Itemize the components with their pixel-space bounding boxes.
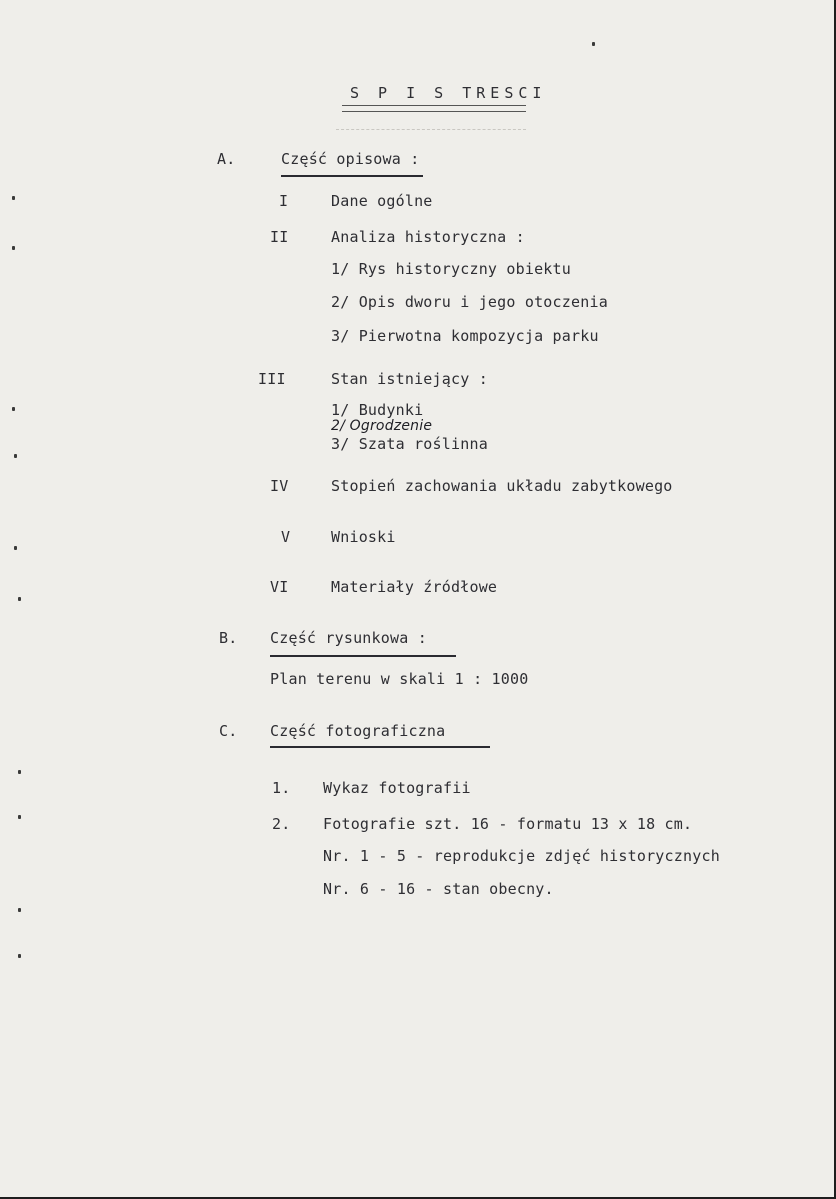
item-text: Wykaz fotografii [323, 779, 471, 797]
section-c-underline [270, 746, 490, 748]
page-title: S P I S TRESCI [350, 84, 547, 102]
subitem-text: 3/ Pierwotna kompozycja parku [331, 327, 599, 345]
subitem-text: 3/ Szata roślinna [331, 435, 488, 453]
section-a-underline [281, 175, 423, 177]
item-text: Stopień zachowania układu zabytkowego [331, 477, 673, 495]
item-number: I [279, 192, 289, 210]
item-number: VI [270, 578, 289, 596]
margin-mark [18, 770, 21, 774]
drawing-plan-line: Plan terenu w skali 1 : 1000 [270, 670, 529, 688]
title-double-underline [342, 105, 526, 112]
item-number: 2. [272, 815, 291, 833]
section-b-letter: B. [219, 629, 238, 647]
item-number: IV [270, 477, 289, 495]
section-b-underline [270, 655, 456, 657]
margin-mark [592, 42, 595, 46]
photo-note: Nr. 1 - 5 - reprodukcje zdjęć historycznych [323, 847, 720, 865]
subitem-text: 2/ Opis dworu i jego otoczenia [331, 293, 608, 311]
item-text: Analiza historyczna : [331, 228, 525, 246]
handwritten-subitem: 2/ Ogrodzenie [331, 418, 433, 434]
subitem-text: 1/ Rys historyczny obiektu [331, 260, 571, 278]
item-number: III [258, 370, 286, 388]
section-b-heading: Część rysunkowa : [270, 629, 427, 647]
item-number: II [270, 228, 289, 246]
item-text: Materiały źródłowe [331, 578, 498, 596]
margin-mark [12, 246, 15, 250]
margin-mark [14, 454, 17, 458]
margin-mark [18, 815, 21, 819]
faint-dashed-rule [336, 129, 526, 130]
item-text: Stan istniejący : [331, 370, 488, 388]
section-a-letter: A. [217, 150, 236, 168]
margin-mark [18, 597, 21, 601]
margin-mark [12, 196, 15, 200]
margin-mark [14, 546, 17, 550]
photo-note: Nr. 6 - 16 - stan obecny. [323, 880, 554, 898]
item-text: Dane ogólne [331, 192, 433, 210]
section-a-heading: Część opisowa : [281, 150, 420, 168]
margin-mark [18, 954, 21, 958]
item-text: Fotografie szt. 16 - formatu 13 x 18 cm. [323, 815, 693, 833]
subitem-text: 1/ Budynki [331, 401, 424, 419]
item-number: V [281, 528, 291, 546]
item-number: 1. [272, 779, 291, 797]
margin-mark [12, 407, 15, 411]
item-text: Wnioski [331, 528, 396, 546]
section-c-letter: C. [219, 722, 238, 740]
section-c-heading: Część fotograficzna [270, 722, 446, 740]
margin-mark [18, 908, 21, 912]
